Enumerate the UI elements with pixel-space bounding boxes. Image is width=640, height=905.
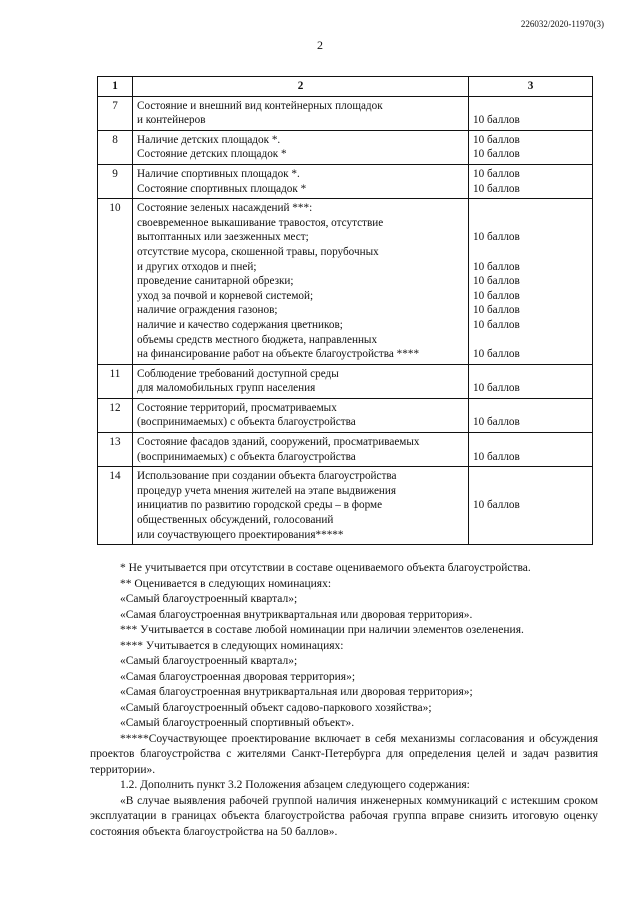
criterion-cell xyxy=(133,130,469,164)
criterion-cell xyxy=(133,96,469,130)
points-value: 10 баллов xyxy=(473,304,520,317)
table-row xyxy=(98,398,593,432)
criterion-text: инициатив по развитию городской среды – в форме xyxy=(137,499,383,512)
criterion-text: объемы средств местного бюджета, направленных xyxy=(137,333,378,346)
table-body xyxy=(98,96,593,545)
points-cell xyxy=(469,433,593,467)
table-row xyxy=(98,364,593,398)
footnote: *****Соучаствующее проектирование включает в себя механизмы согласования и обсуждения проектов благоустройства с жителями Санкт-Петербурга для определения целей и задач развития территории». xyxy=(90,732,598,776)
column-header: 3 xyxy=(469,77,593,97)
row-number: 12 xyxy=(98,398,133,432)
criterion-cell xyxy=(133,398,469,432)
points-cell xyxy=(469,164,593,198)
points-value xyxy=(473,469,588,484)
row-number: 14 xyxy=(98,467,133,545)
criterion-text: Соблюдение требований доступной среды xyxy=(137,367,339,380)
criterion-text: на финансирование работ на объекте благоустройства **** xyxy=(137,348,420,361)
points-value: 10 баллов xyxy=(473,275,520,288)
points-value: 10 баллов xyxy=(473,114,520,127)
criterion-text: Наличие детских площадок *. xyxy=(137,133,281,146)
table-row xyxy=(98,467,593,545)
footnote: *** Учитывается в составе любой номинации при наличии элементов озеленения. xyxy=(120,624,524,636)
criteria-table xyxy=(97,76,593,545)
criterion-text: для маломобильных групп населения xyxy=(137,382,316,395)
criterion-text: проведение санитарной обрезки; xyxy=(137,275,294,288)
nomination-item: «Самая благоустроенная дворовая территория»; xyxy=(120,670,356,683)
points-value: 10 баллов xyxy=(473,348,520,361)
nomination-item: «Самый благоустроенный объект садово-паркового хозяйства»; xyxy=(120,701,432,714)
criterion-text: Состояние и внешний вид контейнерных площадок xyxy=(137,99,383,112)
nomination-item: «Самая благоустроенная внутриквартальная или дворовая территория». xyxy=(120,608,473,621)
points-value: 10 баллов xyxy=(473,318,520,331)
points-value: 10 баллов xyxy=(473,416,520,429)
footnotes xyxy=(90,561,598,840)
row-number: 7 xyxy=(98,96,133,130)
points-cell xyxy=(469,130,593,164)
nomination-item: «Самая благоустроенная внутриквартальная или дворовая территория»; xyxy=(120,686,473,698)
criterion-text: (воспринимаемых) с объекта благоустройства xyxy=(137,450,356,463)
points-value: 10 баллов xyxy=(473,148,520,161)
table-row xyxy=(98,130,593,164)
table-header-row xyxy=(98,77,593,97)
criterion-cell xyxy=(133,199,469,365)
points-value xyxy=(473,435,588,450)
criterion-text: наличие ограждения газонов; xyxy=(137,304,278,317)
criterion-text: и контейнеров xyxy=(137,114,206,127)
points-value xyxy=(473,401,588,416)
paragraph-quote: «В случае выявления рабочей группой наличия инженерных коммуникаций с истекшим сроком эксплуатации в границах объекта благоустройства рабочая группа вправе снизить итоговую оценку состояния объекта благоустройства на 50 баллов». xyxy=(90,794,598,838)
criterion-text: Использование при создании объекта благоустройства xyxy=(137,470,397,483)
criterion-text: отсутствие мусора, скошенной травы, порубочных xyxy=(137,245,379,258)
criterion-cell xyxy=(133,467,469,545)
criterion-cell xyxy=(133,433,469,467)
criterion-text: Состояние детских площадок * xyxy=(137,148,287,161)
nomination-item: «Самый благоустроенный спортивный объект». xyxy=(120,717,355,729)
points-value: 10 баллов xyxy=(473,450,520,463)
column-header: 1 xyxy=(98,77,133,97)
criterion-text: Наличие спортивных площадок *. xyxy=(137,167,300,180)
points-value xyxy=(473,528,588,543)
criterion-text: или соучаствующего проектирования***** xyxy=(137,528,344,541)
table-row xyxy=(98,433,593,467)
column-header: 2 xyxy=(133,77,469,97)
criterion-text: Состояние фасадов зданий, сооружений, просматриваемых xyxy=(137,436,420,449)
nomination-item: «Самый благоустроенный квартал»; xyxy=(120,655,298,667)
table-row xyxy=(98,199,593,365)
criterion-text: (воспринимаемых) с объекта благоустройства xyxy=(137,416,356,429)
footnote: * Не учитывается при отсутствии в составе оцениваемого объекта благоустройства. xyxy=(120,562,531,574)
points-cell xyxy=(469,467,593,545)
row-number: 9 xyxy=(98,164,133,198)
points-value xyxy=(473,99,588,114)
points-value xyxy=(473,245,588,260)
criterion-text: Состояние территорий, просматриваемых xyxy=(137,401,337,414)
criterion-text: вытоптанных или заезженных мест; xyxy=(137,231,309,244)
criterion-text: Состояние спортивных площадок * xyxy=(137,182,307,195)
criterion-text: и других отходов и пней; xyxy=(137,260,257,273)
criterion-text: своевременное выкашивание травостоя, отсутствие xyxy=(137,216,384,229)
points-value xyxy=(473,513,588,528)
criterion-text: процедур учета мнения жителей на этапе выдвижения xyxy=(137,484,397,497)
table-row xyxy=(98,96,593,130)
points-value xyxy=(473,201,588,216)
points-value: 10 баллов xyxy=(473,382,520,395)
points-value xyxy=(473,367,588,382)
row-number: 13 xyxy=(98,433,133,467)
points-cell xyxy=(469,96,593,130)
paragraph-1-2: 1.2. Дополнить пункт 3.2 Положения абзацем следующего содержания: xyxy=(120,779,470,791)
points-value: 10 баллов xyxy=(473,231,520,244)
points-cell xyxy=(469,199,593,365)
criterion-cell xyxy=(133,164,469,198)
points-value: 10 баллов xyxy=(473,167,520,180)
points-value: 10 баллов xyxy=(473,133,520,146)
points-value xyxy=(473,484,588,499)
points-cell xyxy=(469,398,593,432)
row-number: 8 xyxy=(98,130,133,164)
footnote: **** Учитывается в следующих номинациях: xyxy=(120,639,344,652)
points-value: 10 баллов xyxy=(473,289,520,302)
points-value xyxy=(473,216,588,231)
table-row xyxy=(98,164,593,198)
criterion-text: уход за почвой и корневой системой; xyxy=(137,289,314,302)
criterion-cell xyxy=(133,364,469,398)
row-number: 10 xyxy=(98,199,133,365)
points-cell xyxy=(469,364,593,398)
criterion-text: наличие и качество содержания цветников; xyxy=(137,318,343,331)
points-value: 10 баллов xyxy=(473,499,520,512)
page-number: 2 xyxy=(317,38,323,52)
points-value: 10 баллов xyxy=(473,260,520,273)
footnote: ** Оценивается в следующих номинациях: xyxy=(120,577,332,590)
criterion-text: Состояние зеленых насаждений ***: xyxy=(137,202,313,215)
criterion-text: общественных обсуждений, голосований xyxy=(137,514,334,527)
nomination-item: «Самый благоустроенный квартал»; xyxy=(120,593,298,605)
points-value: 10 баллов xyxy=(473,182,520,195)
row-number: 11 xyxy=(98,364,133,398)
document-number: 226032/2020-11970(3) xyxy=(520,19,604,29)
points-value xyxy=(473,333,588,348)
